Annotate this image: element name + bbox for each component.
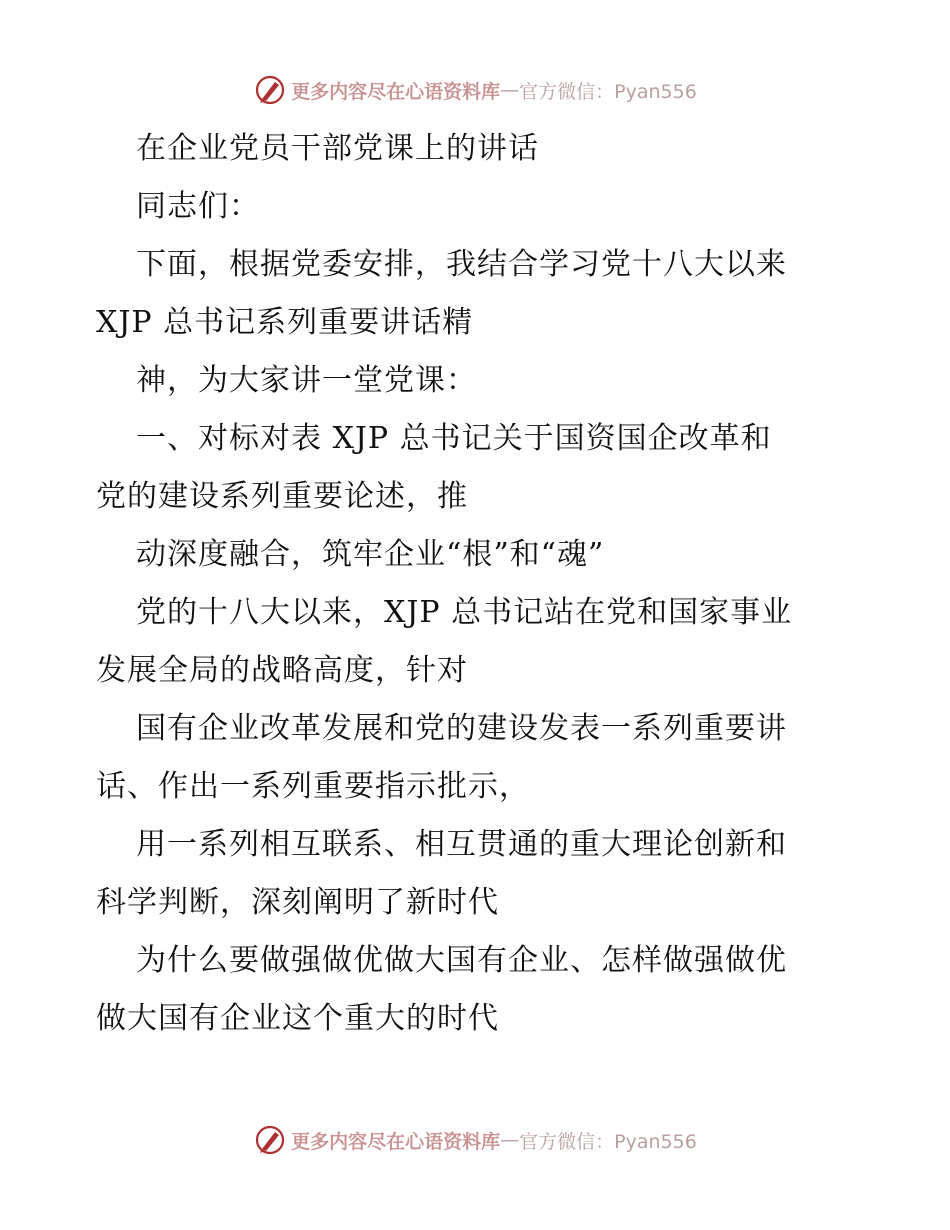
text-line: 党的十八大以来，XJP 总书记站在党和国家事业 bbox=[136, 595, 793, 630]
text-line: 下面，根据党委安排，我结合学习党十八大以来 bbox=[136, 247, 787, 282]
watermark-dash: — bbox=[500, 1129, 520, 1151]
footer-watermark bbox=[0, 1120, 950, 1160]
pen-logo-icon bbox=[253, 1123, 287, 1157]
text-line: 发展全局的战略高度，针对 bbox=[96, 653, 468, 688]
text-line: XJP 总书记系列重要讲话精 bbox=[96, 305, 474, 340]
watermark-dash: — bbox=[500, 79, 520, 101]
watermark-text: 更多内容尽在心语资料库 bbox=[291, 1130, 501, 1153]
pen-logo-icon bbox=[253, 73, 287, 107]
watermark-wechat: 官方微信：Pyan556 bbox=[519, 1130, 697, 1153]
text-line: 党的建设系列重要论述，推 bbox=[96, 479, 468, 514]
text-line: 动深度融合，筑牢企业“根”和“魂” bbox=[136, 537, 605, 572]
text-line: 同志们： bbox=[136, 189, 260, 224]
text-line: 话、作出一系列重要指示批示， bbox=[96, 769, 530, 804]
text-line: 神，为大家讲一堂党课： bbox=[136, 363, 477, 398]
text-line: 国有企业改革发展和党的建设发表一系列重要讲 bbox=[136, 711, 787, 746]
text-line: 为什么要做强做优做大国有企业、怎样做强做优 bbox=[136, 943, 787, 978]
header-watermark bbox=[0, 70, 950, 110]
watermark-wechat: 官方微信：Pyan556 bbox=[519, 80, 697, 103]
watermark-text: 更多内容尽在心语资料库 bbox=[291, 80, 501, 103]
text-line: 用一系列相互联系、相互贯通的重大理论创新和 bbox=[136, 827, 787, 862]
text-line: 做大国有企业这个重大的时代 bbox=[96, 1001, 499, 1036]
text-line: 一、对标对表 XJP 总书记关于国资国企改革和 bbox=[136, 421, 772, 456]
document-body bbox=[96, 120, 856, 1048]
text-line: 科学判断，深刻阐明了新时代 bbox=[96, 885, 499, 920]
text-line: 在企业党员干部党课上的讲话 bbox=[136, 131, 539, 166]
